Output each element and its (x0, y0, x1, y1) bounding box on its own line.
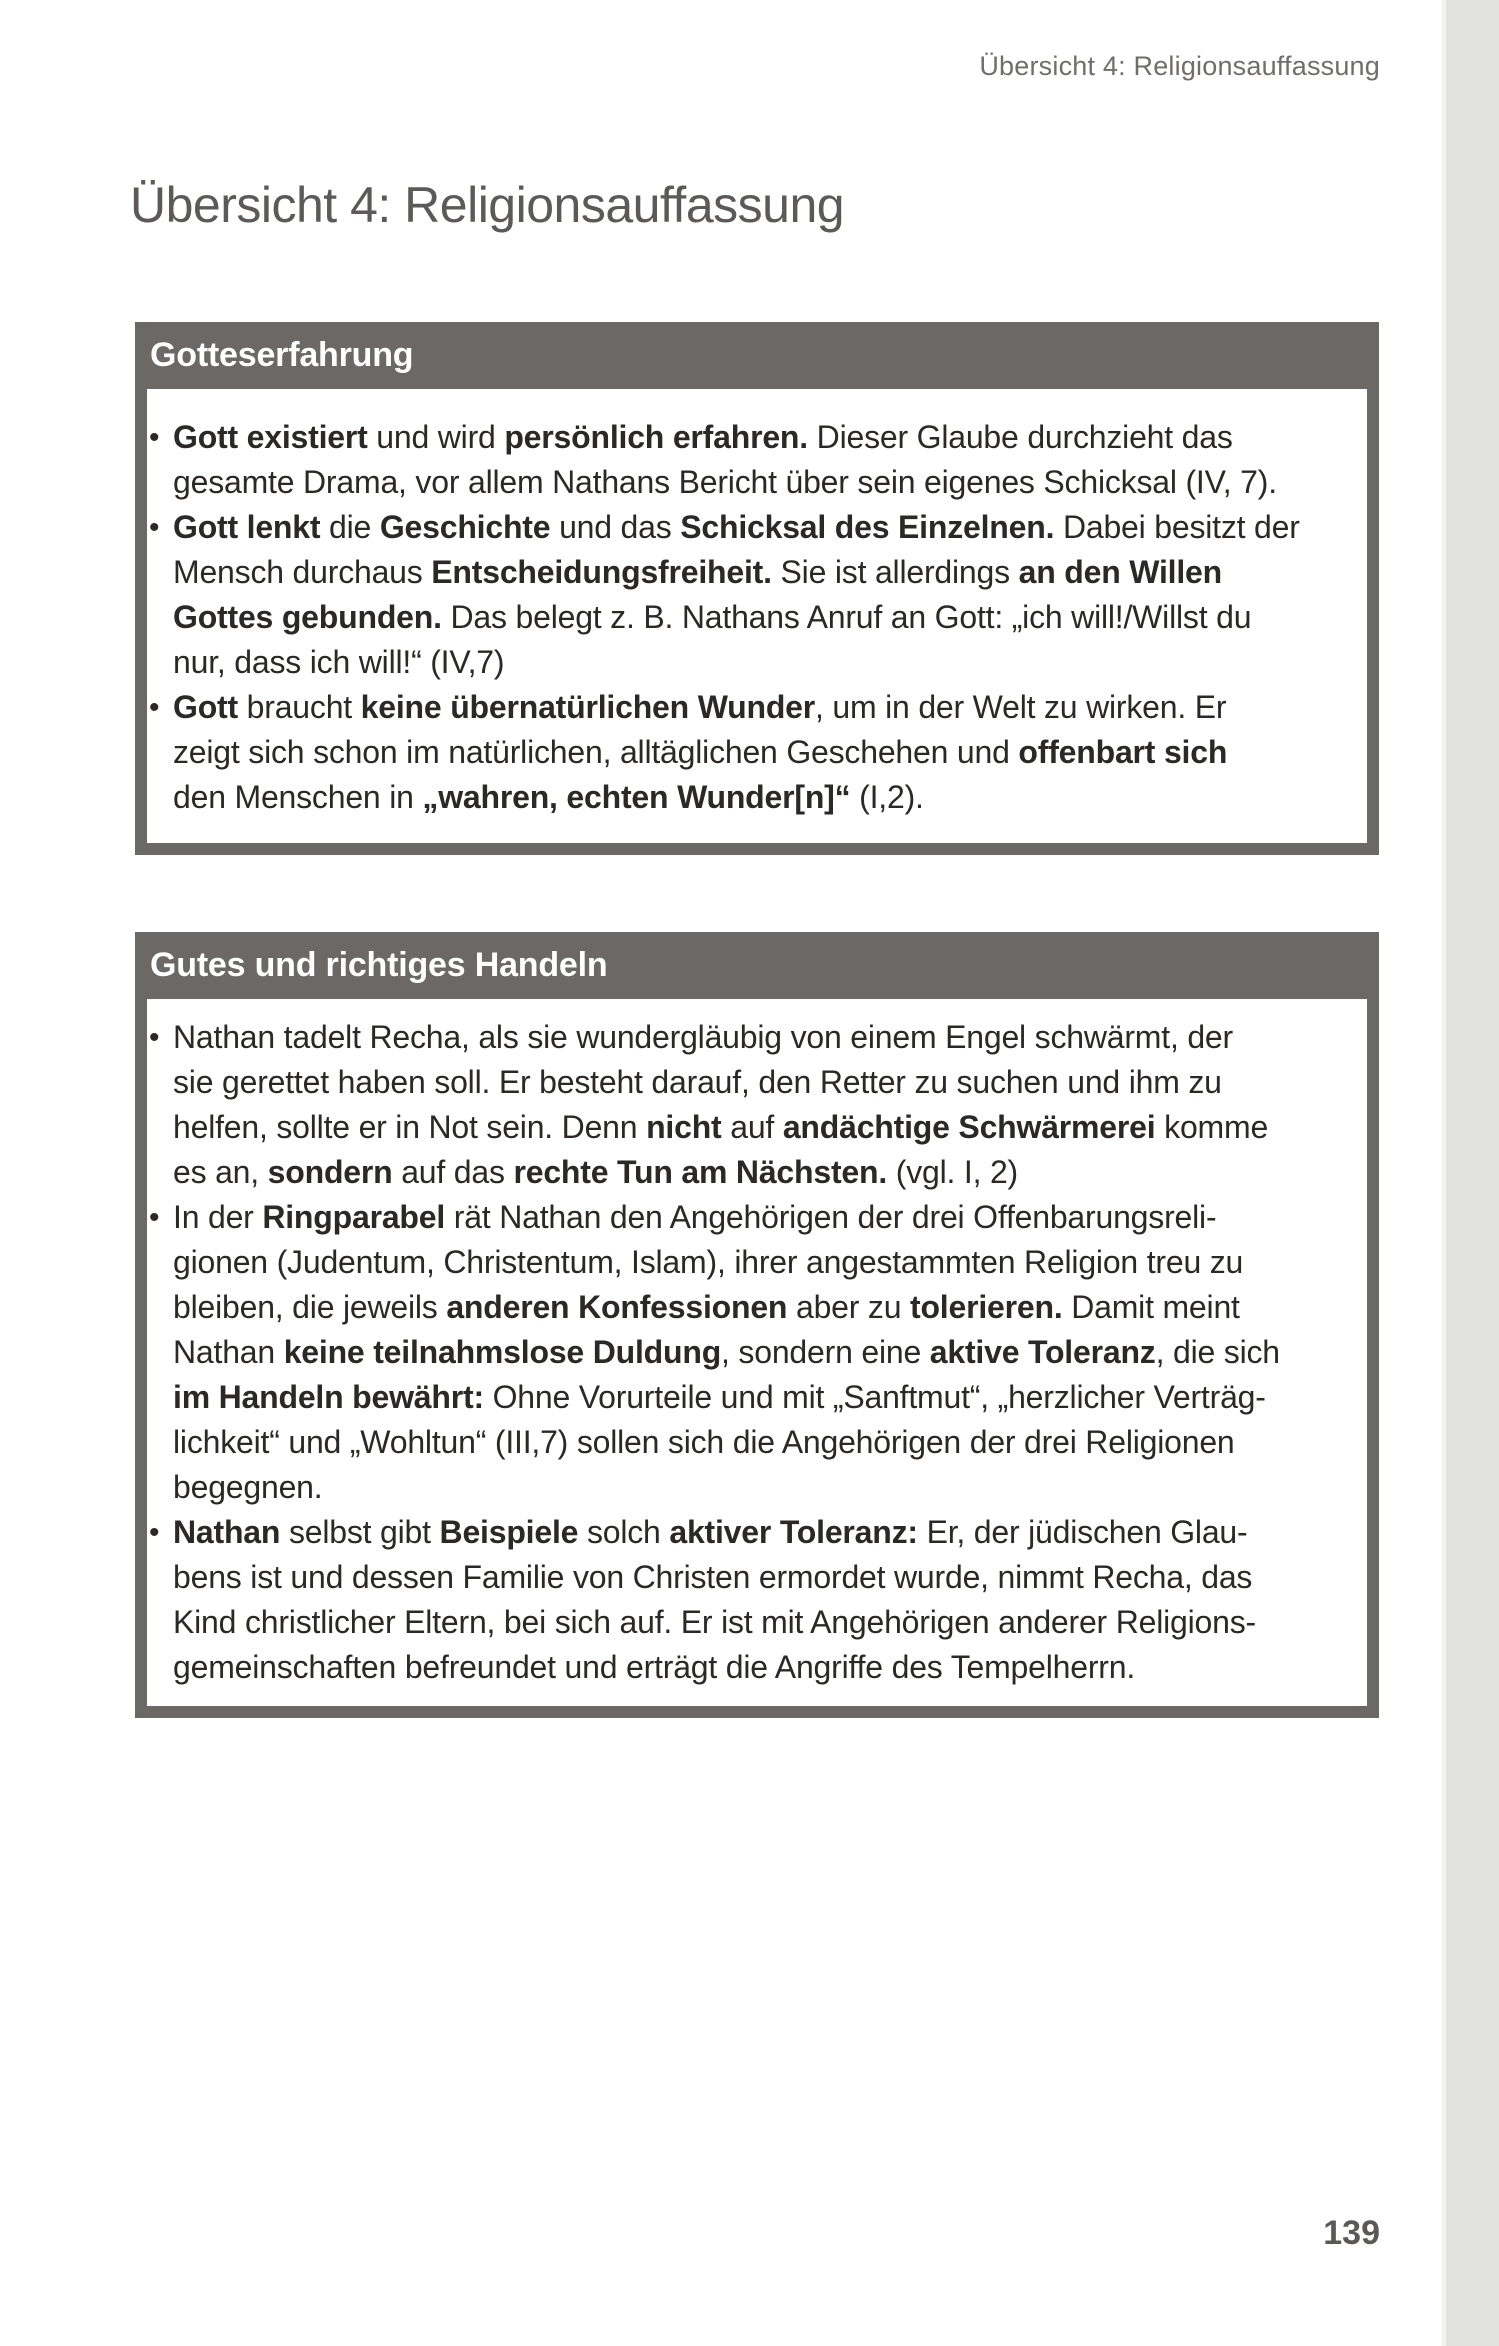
infobox-header: Gotteserfahrung (135, 322, 1379, 389)
text-line: den Menschen in „wahren, echten Wunder[n]“ (I,2). (173, 779, 924, 815)
text-line: gesamte Drama, vor allem Nathans Bericht über sein eigenes Schicksal (IV, 7). (173, 464, 1277, 500)
infobox-content (135, 999, 1379, 1718)
bullet-marker: • (149, 1516, 160, 1549)
text-line: Nathan tadelt Recha, als sie wundergläubig von einem Engel schwärmt, der (173, 1019, 1233, 1055)
running-header: Übersicht 4: Religionsauffassung (979, 51, 1380, 81)
list-item (149, 1015, 1367, 1195)
text-line: bens ist und dessen Familie von Christen ermordet wurde, nimmt Recha, das (173, 1559, 1253, 1595)
infobox-header: Gutes und richtiges Handeln (135, 932, 1379, 999)
text-line: Nathan keine teilnahmslose Duldung, sondern eine aktive Toleranz, die sich (173, 1334, 1280, 1370)
text-line: zeigt sich schon im natürlichen, alltäglichen Geschehen und offenbart sich (173, 734, 1228, 770)
bullet-marker: • (149, 511, 160, 544)
bullet-marker: • (149, 1201, 160, 1234)
text-line: im Handeln bewährt: Ohne Vorurteile und mit „Sanftmut“, „herzlicher Verträg- (173, 1379, 1266, 1415)
infobox-gotteserfahrung (135, 322, 1379, 855)
text-line: Gottes gebunden. Das belegt z. B. Nathans Anruf an Gott: „ich will!/Willst du (173, 599, 1252, 635)
text-line: Kind christlicher Eltern, bei sich auf. Er ist mit Angehörigen anderer Religions- (173, 1604, 1256, 1640)
text-line: Nathan selbst gibt Beispiele solch aktiver Toleranz: Er, der jüdischen Glau- (173, 1514, 1248, 1550)
text-line: begegnen. (173, 1469, 323, 1505)
bullet-list (147, 415, 1367, 820)
text-line: lichkeit“ und „Wohltun“ (III,7) sollen sich die Angehörigen der drei Religionen (173, 1424, 1235, 1460)
text-line: Gott braucht keine übernatürlichen Wunder, um in der Welt zu wirken. Er (173, 689, 1227, 725)
list-item (149, 1510, 1367, 1690)
bullet-marker: • (149, 1021, 160, 1054)
infobox-gutes-handeln (135, 932, 1379, 1718)
text-line: sie gerettet haben soll. Er besteht darauf, den Retter zu suchen und ihm zu (173, 1064, 1222, 1100)
page-edge-band (1442, 0, 1499, 2346)
list-item (149, 1195, 1367, 1510)
text-line: gemeinschaften befreundet und erträgt die Angriffe des Tempelherrn. (173, 1649, 1136, 1685)
text-line: In der Ringparabel rät Nathan den Angehörigen der drei Offenbarungsreli- (173, 1199, 1217, 1235)
text-line: Gott existiert und wird persönlich erfahren. Dieser Glaube durchzieht das (173, 419, 1233, 455)
bullet-marker: • (149, 421, 160, 454)
text-line: Mensch durchaus Entscheidungsfreiheit. Sie ist allerdings an den Willen (173, 554, 1222, 590)
text-line: nur, dass ich will!“ (IV,7) (173, 644, 505, 680)
text-line: gionen (Judentum, Christentum, Islam), ihrer angestammten Religion treu zu (173, 1244, 1244, 1280)
text-line: helfen, sollte er in Not sein. Denn nicht auf andächtige Schwärmerei komme (173, 1109, 1269, 1145)
list-item (149, 685, 1367, 820)
page-title: Übersicht 4: Religionsauffassung (130, 177, 845, 233)
list-item (149, 415, 1367, 505)
text-line: es an, sondern auf das rechte Tun am Nächsten. (vgl. I, 2) (173, 1154, 1019, 1190)
infobox-content (135, 389, 1379, 855)
bullet-marker: • (149, 691, 160, 724)
page-number: 139 (1323, 2214, 1380, 2252)
bullet-list (147, 1015, 1367, 1690)
text-line: Gott lenkt die Geschichte und das Schicksal des Einzelnen. Dabei besitzt der (173, 509, 1300, 545)
text-line: bleiben, die jeweils anderen Konfessionen aber zu tolerieren. Damit meint (173, 1289, 1240, 1325)
list-item (149, 505, 1367, 685)
